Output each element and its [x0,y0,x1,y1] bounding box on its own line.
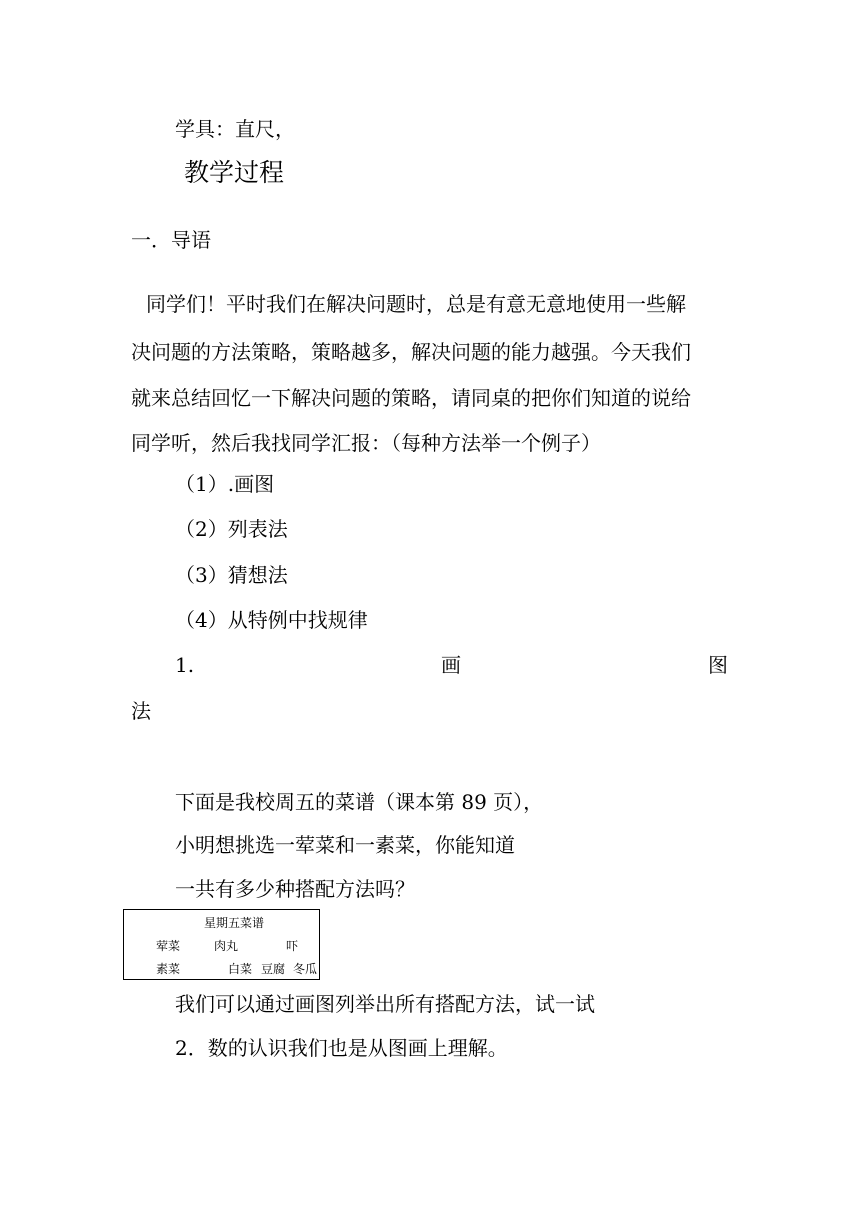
problem-line: 小明想挑选一荤菜和一素菜，你能知道 [175,833,515,857]
veg-item: 豆腐 [261,962,286,976]
after-line: 我们可以通过画图列举出所有搭配方法，试一试 [175,992,595,1016]
item1-char: 画 [441,653,462,677]
problem-line: 一共有多少种搭配方法吗？ [175,877,415,901]
item1-char: 图 [708,653,728,677]
meat-label: 荤菜 [156,939,181,953]
intro-line: 同学听，然后我找同学汇报：（每种方法举一个例子） [131,431,601,455]
intro-line: 决问题的方法策略，策略越多，解决问题的能力越强。今天我们 [131,340,691,364]
intro-line: 同学们！平时我们在解决问题时，总是有意无意地使用一些解 [146,292,686,316]
item1-number: 1. [175,653,195,677]
after-line: 2．数的认识我们也是从图画上理解。 [175,1036,508,1060]
method-item: （1）.画图 [175,472,275,496]
method-item: （4）从特例中找规律 [175,608,368,632]
meat-item: 吓 [286,939,299,953]
method-item: （3）猜想法 [175,563,288,587]
item1-char: 法 [131,699,151,723]
veg-item: 白菜 [228,962,253,976]
tools-line: 学具：直尺， [175,117,295,141]
part1-heading: 一．导语 [131,228,211,252]
veg-label: 素菜 [156,962,181,976]
method-item: （2）列表法 [175,517,288,541]
meat-item: 肉丸 [214,939,239,953]
menu-box [123,909,320,980]
menu-title: 星期五菜谱 [204,916,265,930]
problem-line: 下面是我校周五的菜谱（课本第 89 页）， [175,790,544,814]
veg-item: 冬瓜 [293,962,318,976]
item1-heading [175,652,728,678]
intro-line: 就来总结回忆一下解决问题的策略，请同桌的把你们知道的说给 [131,386,691,410]
section-title: 教学过程 [184,158,285,187]
